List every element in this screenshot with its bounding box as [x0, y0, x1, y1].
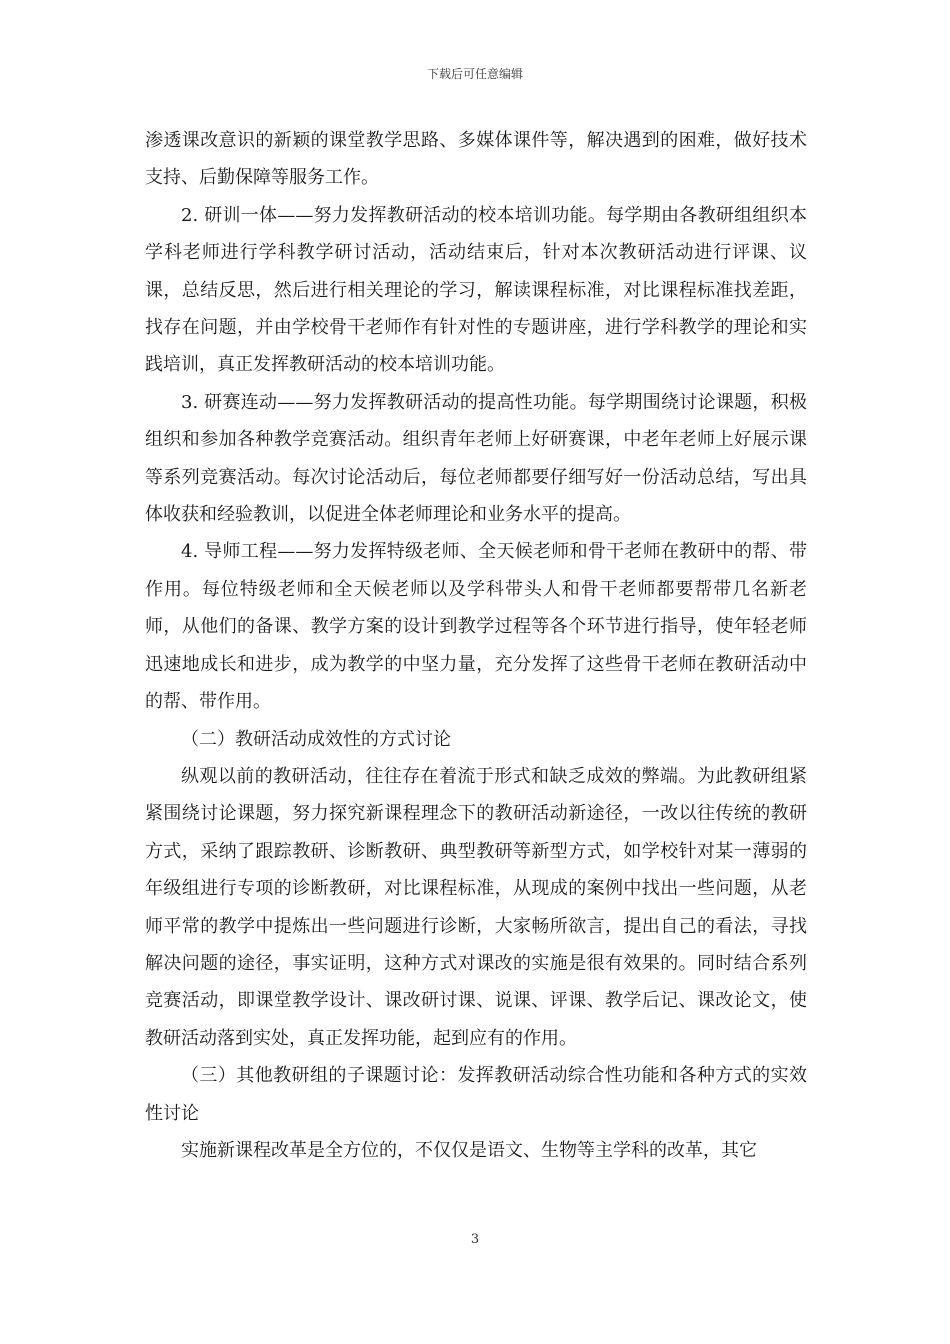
section-heading-2: （二）教研活动成效性的方式讨论 [181, 728, 451, 750]
section-heading-3: （三）其他教研组的子课题讨论：发挥教研活动综合性功能和各种方式的实效性讨论 [145, 1065, 807, 1124]
document-body [145, 122, 807, 1169]
paragraph-1: 渗透课改意识的新颖的课堂教学思路、多媒体课件等，解决遇到的困难，做好技术支持、后勤保障等服务工作。 [145, 130, 807, 189]
page-header: 下载后可任意编辑 [426, 67, 523, 81]
paragraph-6: 实施新课程改革是全方位的，不仅仅是语文、生物等主学科的改革，其它 [181, 1139, 757, 1161]
page-number: 3 [470, 1232, 480, 1247]
paragraph-4: 4. 导师工程——努力发挥特级老师、全天候老师和骨干老师在教研中的帮、带作用。每位特级老师和全天候老师以及学科带头人和骨干老师都要帮带几名新老师，从他们的备课、教学方案的设计到教学过程等各个环节进行指导，使年轻老师迅速地成长和进步，成为教学的中坚力量，充分发挥了这些骨干老师在教研活动中的帮、带作用。 [145, 541, 807, 713]
paragraph-2: 2. 研训一体——努力发挥教研活动的校本培训功能。每学期由各教研组组织本学科老师进行学科教学研讨活动，活动结束后，针对本次教研活动进行评课、议课，总结反思，然后进行相关理论的学习，解读课程标准，对比课程标准找差距，找存在问题，并由学校骨干老师作有针对性的专题讲座，进行学科教学的理论和实践培训，真正发挥教研活动的校本培训功能。 [145, 204, 807, 376]
paragraph-3: 3. 研赛连动——努力发挥教研活动的提高性功能。每学期围绕讨论课题，积极组织和参加各种教学竞赛活动。组织青年老师上好研赛课，中老年老师上好展示课等系列竞赛活动。每次讨论活动后，每位老师都要仔细写好一份活动总结，写出具体收获和经验教训，以促进全体老师理论和业务水平的提高。 [145, 391, 807, 526]
paragraph-5: 纵观以前的教研活动，往往存在着流于形式和缺乏成效的弊端。为此教研组紧紧围绕讨论课题，努力探究新课程理念下的教研活动新途径，一改以往传统的教研方式，采纳了跟踪教研、诊断教研、典型教研等新型方式，如学校针对某一薄弱的年级组进行专项的诊断教研，对比课程标准，从现成的案例中找出一些问题，从老师平常的教学中提炼出一些问题进行诊断，大家畅所欲言，提出自己的看法，寻找解决问题的途径，事实证明，这种方式对课改的实施是很有效果的。同时结合系列竞赛活动，即课堂教学设计、课改研讨课、说课、评课、教学后记、课改论文，使教研活动落到实处，真正发挥功能，起到应有的作用。 [145, 765, 807, 1049]
